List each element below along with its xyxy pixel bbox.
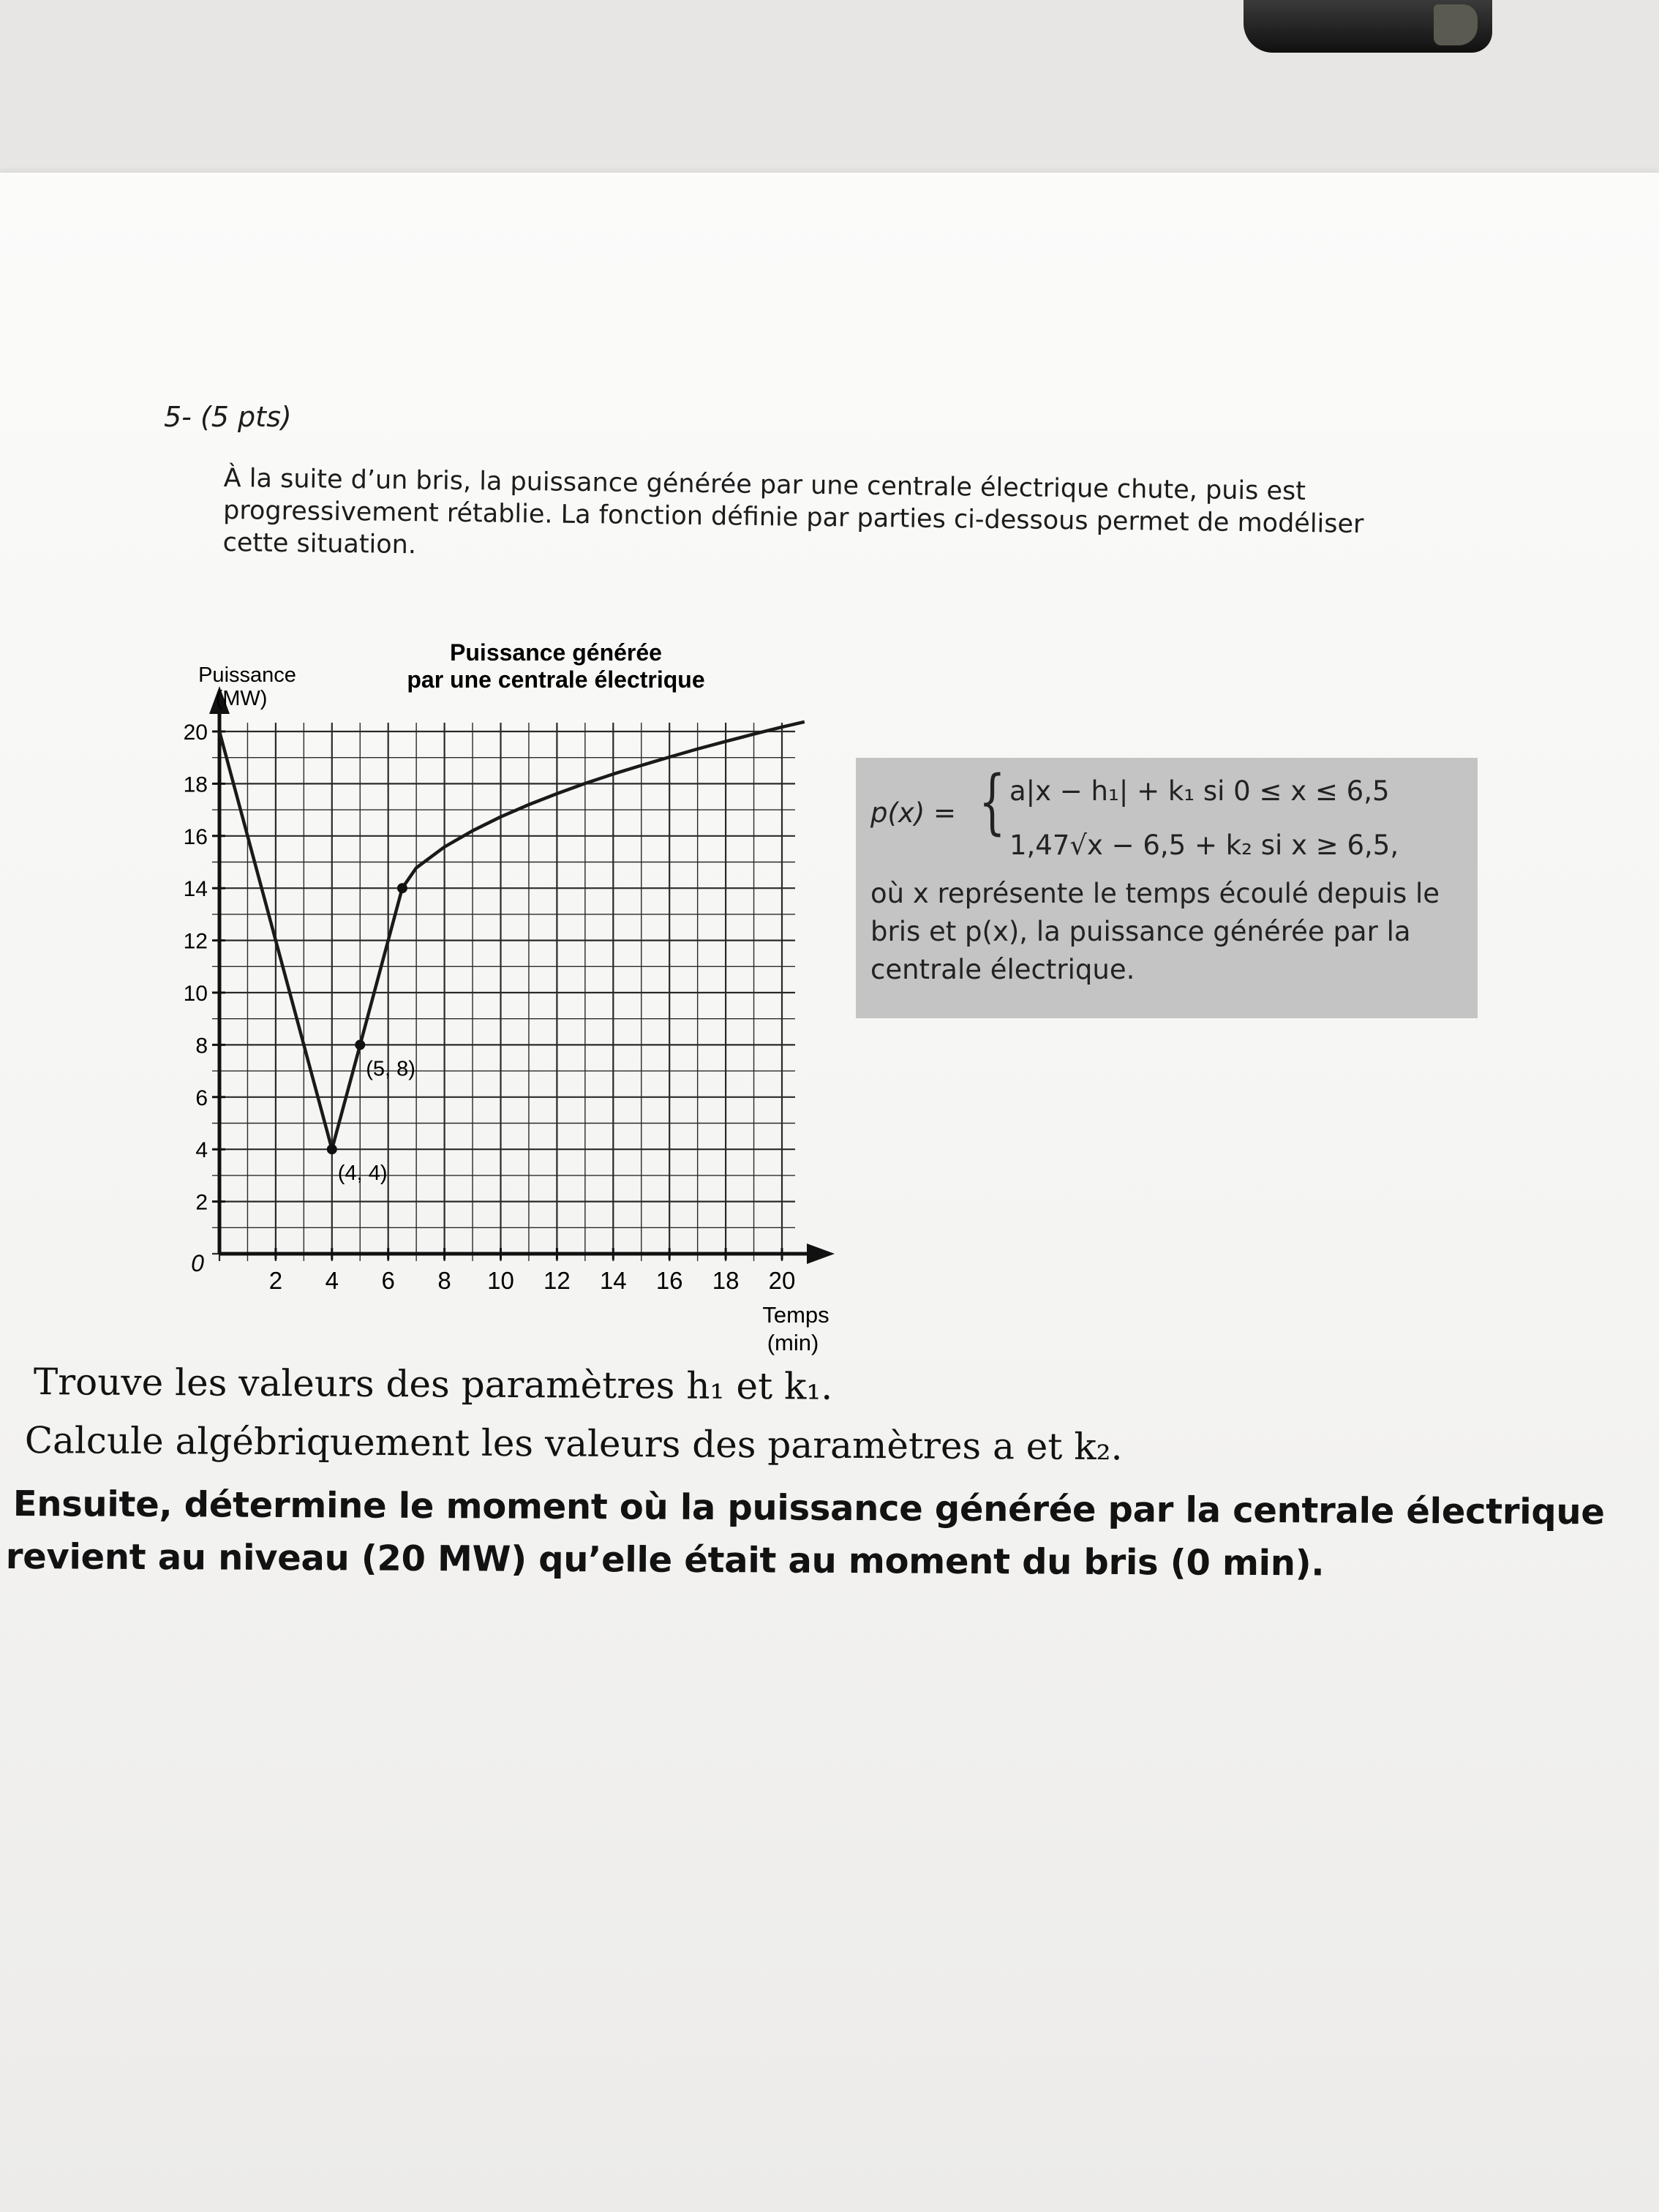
- data-point: [327, 1144, 337, 1154]
- data-point-label: (5, 8): [366, 1057, 415, 1081]
- x-axis-label-line1: Temps: [762, 1302, 830, 1328]
- chart-title-line1: Puissance générée: [450, 639, 662, 666]
- pen-tip: [1434, 4, 1478, 45]
- formula-case-2: 1,47√x − 6,5 + k₂ si x ≥ 6,5,: [1009, 830, 1399, 861]
- origin-label: 0: [191, 1250, 204, 1276]
- y-tick-label: 6: [195, 1086, 208, 1110]
- x-tick-label: 8: [437, 1267, 451, 1294]
- y-tick-label: 2: [195, 1190, 208, 1215]
- y-tick-label: 16: [183, 824, 208, 849]
- y-tick-label: 10: [183, 982, 208, 1006]
- y-tick-label: 4: [195, 1138, 208, 1163]
- series-line: [219, 722, 805, 1149]
- x-tick-label: 4: [325, 1267, 339, 1294]
- data-point: [397, 883, 407, 893]
- x-axis-label-line2: (min): [767, 1330, 819, 1355]
- x-tick-label: 6: [381, 1267, 395, 1294]
- x-tick-label: 2: [268, 1267, 283, 1294]
- question-number: 5- (5 pts): [164, 401, 292, 433]
- question-line-4: revient au niveau (20 MW) qu’elle était au moment du bris (0 min).: [5, 1536, 1325, 1584]
- function-label: p(x) =: [870, 797, 957, 829]
- question-intro: À la suite d’un bris, la puissance générée par une centrale électrique chute, puis est progressivement rétablie. La fonction définie par parties ci-dessous permet de modéliser cette situation.: [222, 463, 1364, 560]
- formula-box: [856, 758, 1478, 1018]
- chart-axes: [209, 686, 835, 1264]
- question-line-3: Ensuite, détermine le moment où la puissance générée par la centrale électrique: [12, 1483, 1605, 1533]
- y-tick-label: 14: [183, 877, 208, 902]
- data-point-label: (4, 4): [337, 1162, 388, 1186]
- x-tick-label: 10: [487, 1267, 514, 1294]
- marked-points: [327, 883, 415, 1185]
- y-tick-label: 18: [183, 772, 208, 797]
- x-tick-label: 20: [768, 1267, 796, 1294]
- x-axis-arrow: [807, 1244, 835, 1264]
- left-brace: {: [979, 761, 1006, 843]
- y-tick-label: 8: [195, 1034, 208, 1058]
- data-point: [355, 1039, 365, 1050]
- x-tick-label: 18: [712, 1267, 740, 1294]
- x-tick-label: 14: [599, 1267, 627, 1294]
- formula-note: où x représente le temps écoulé depuis le bris et p(x), la puissance générée par la centrale électrique.: [870, 878, 1440, 985]
- y-axis-label-line1: Puissance: [198, 663, 296, 687]
- question-line-2: Calcule algébriquement les valeurs des paramètres a et k₂.: [24, 1419, 1123, 1469]
- question-line-1: Trouve les valeurs des paramètres h₁ et k₁.: [33, 1361, 833, 1408]
- power-chart: [132, 622, 863, 1368]
- x-tick-label: 12: [543, 1267, 571, 1294]
- chart-grid: [212, 723, 795, 1261]
- y-axis-label-line2: (MW): [215, 687, 268, 710]
- chart-title-line2: par une centrale électrique: [407, 666, 705, 693]
- x-tick-label: 16: [655, 1267, 683, 1294]
- y-tick-label: 20: [183, 721, 208, 745]
- y-tick-label: 12: [183, 929, 208, 954]
- formula-case-1: a|x − h₁| + k₁ si 0 ≤ x ≤ 6,5: [1009, 775, 1390, 807]
